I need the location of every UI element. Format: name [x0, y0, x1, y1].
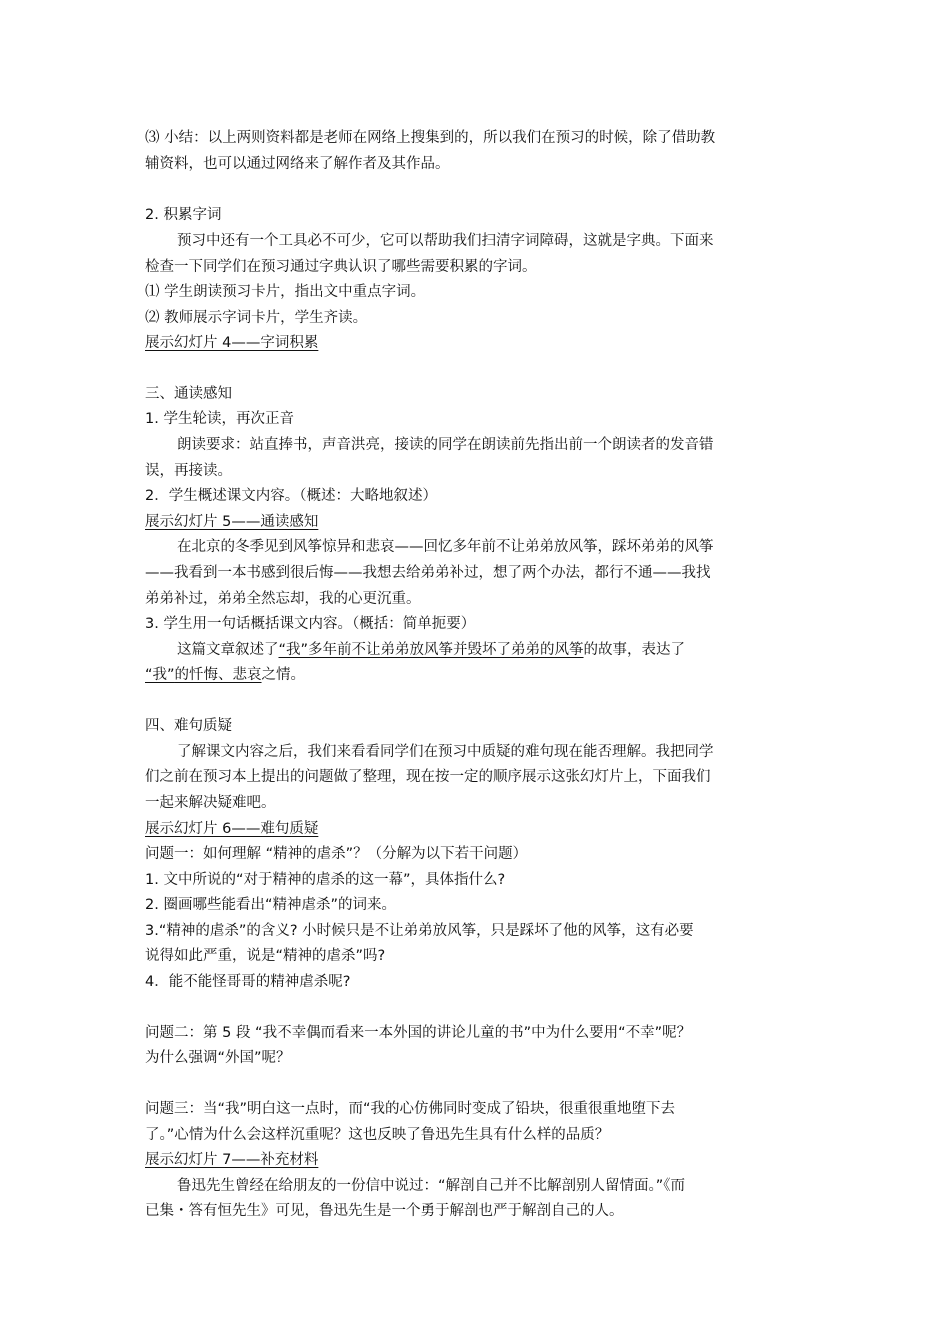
underlined-phrase: “我”多年前不让弟弟放风筝并毁坏了弟弟的风筝: [278, 642, 584, 658]
paragraph-line: 鲁迅先生曾经在给朋友的一份信中说过：“解剖自己并不比解剖别人留情面。”《而: [177, 1178, 686, 1194]
paragraph-line: 一起来解决疑难吧。: [145, 795, 276, 811]
paragraph-line: 了解课文内容之后，我们来看看同学们在预习中质疑的难句现在能否理解。我把同学: [177, 744, 714, 760]
paragraph-line: ——我看到一本书感到很后悔——我想去给弟弟补过，想了两个办法，都行不通——我找: [145, 565, 711, 581]
summary-text: 之情。: [261, 667, 306, 683]
subheading: 3. 学生用一句话概括课文内容。（概括：简单扼要）: [145, 616, 476, 632]
list-item: 3.“精神的虐杀”的含义? 小时候只是不让弟弟放风筝，只是踩坏了他的风筝，这有必要: [145, 923, 694, 939]
slide-reference-7: 展示幻灯片 7——补充材料: [145, 1152, 319, 1168]
paragraph-line: 们之前在预习本上提出的问题做了整理，现在按一定的顺序展示这张幻灯片上，下面我们: [145, 769, 711, 785]
summary-sentence-line-2: [145, 665, 305, 685]
underlined-phrase: “我”: [145, 667, 175, 683]
list-item: 1. 文中所说的“对于精神的虐杀的这一幕”，具体指什么?: [145, 872, 506, 888]
section-heading-questions: 四、难句质疑: [145, 718, 232, 734]
list-item: ⑴ 学生朗读预习卡片，指出文中重点字词。: [145, 284, 426, 300]
underlined-phrase: 的忏悔、悲哀: [174, 667, 262, 683]
paragraph-line: 预习中还有一个工具必不可少，它可以帮助我们扫清字词障碍，这就是字典。下面来: [177, 233, 714, 249]
section-heading-vocabulary: 2. 积累字词: [145, 207, 222, 223]
slide-reference-6: 展示幻灯片 6——难句质疑: [145, 821, 319, 837]
summary-text: 的故事，表达了: [583, 642, 686, 658]
question-two-cont: 为什么强调“外国”呢？: [145, 1050, 291, 1066]
subheading: 1. 学生轮读，再次正音: [145, 411, 294, 427]
paragraph-line: 弟弟补过，弟弟全然忘却，我的心更沉重。: [145, 591, 421, 607]
paragraph-line: 在北京的冬季见到风筝惊异和悲哀——回忆多年前不让弟弟放风筝，踩坏弟弟的风筝: [177, 539, 714, 555]
summary-line-1: ⑶ 小结：以上两则资料都是老师在网络上搜集到的，所以我们在预习的时候，除了借助教: [145, 130, 716, 146]
slide-reference-5: 展示幻灯片 5——通读感知: [145, 514, 319, 530]
summary-sentence-line-1: [177, 640, 685, 660]
question-three-cont: 了。”心情为什么会这样沉重呢？这也反映了鲁迅先生具有什么样的品质？: [145, 1127, 610, 1143]
section-heading-reading: 三、通读感知: [145, 386, 232, 402]
question-three: 问题三：当“我”明白这一点时，而“我的心仿佛同时变成了铅块，很重很重地堕下去: [145, 1101, 676, 1117]
slide-reference-4: 展示幻灯片 4——字词积累: [145, 335, 319, 351]
list-item: 说得如此严重，说是“精神的虐杀”吗?: [145, 948, 386, 964]
list-item: 2. 圈画哪些能看出“精神虐杀”的词来。: [145, 897, 396, 913]
paragraph-line: 朗读要求：站直捧书，声音洪亮，接读的同学在朗读前先指出前一个朗读者的发音错: [177, 437, 714, 453]
paragraph-line: 已集・答有恒先生》可见，鲁迅先生是一个勇于解剖也严于解剖自己的人。: [145, 1203, 624, 1219]
paragraph-line: 误，再接读。: [145, 463, 232, 479]
list-item: ⑵ 教师展示字词卡片，学生齐读。: [145, 310, 368, 326]
question-one: 问题一：如何理解 “精神的虐杀”？（分解为以下若干问题）: [145, 846, 528, 862]
paragraph-line: 检查一下同学们在预习通过字典认识了哪些需要积累的字词。: [145, 259, 537, 275]
list-item: 4．能不能怪哥哥的精神虐杀呢?: [145, 974, 351, 990]
summary-text: 这篇文章叙述了: [177, 642, 279, 658]
subheading: 2．学生概述课文内容。（概述：大略地叙述）: [145, 488, 437, 504]
question-two: 问题二：第 5 段 “我不幸偶而看来一本外国的讲论儿童的书”中为什么要用“不幸”呢？: [145, 1025, 692, 1041]
summary-line-2: 辅资料，也可以通过网络来了解作者及其作品。: [145, 156, 450, 172]
